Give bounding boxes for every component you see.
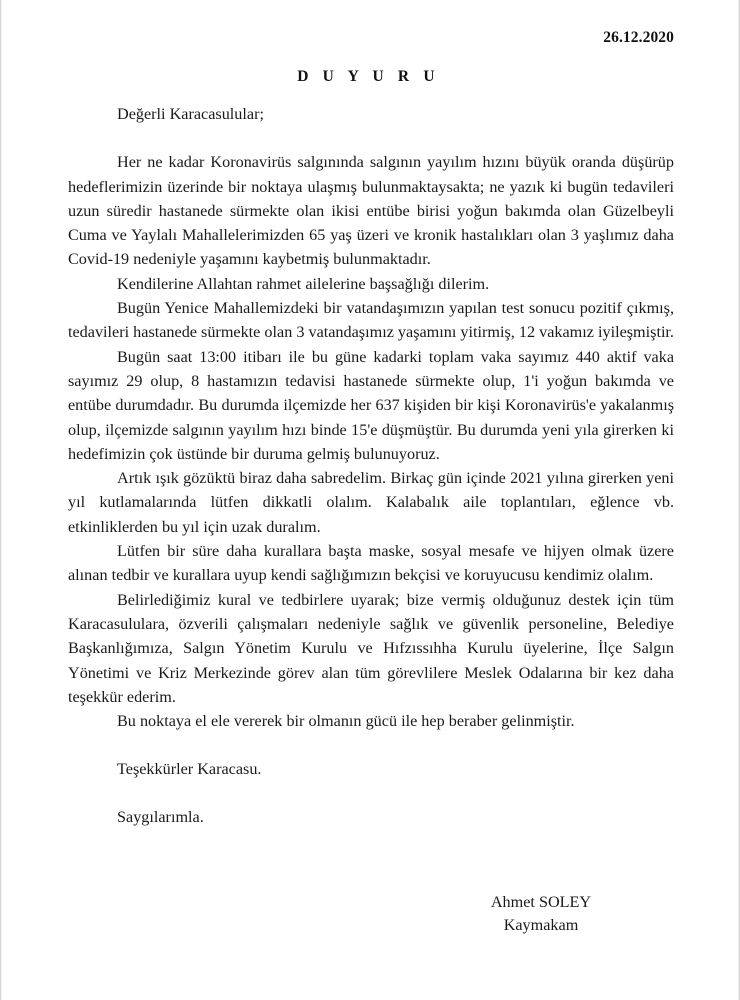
paragraph-condolences: Kendilerine Allahtan rahmet ailelerine başsağlığı dilerim.: [117, 274, 490, 293]
closing-regards: Saygılarımla.: [117, 807, 204, 826]
paragraph-daily-cases: Bugün Yenice Mahallemizdeki bir vatandaşımızın yapılan test sonucu pozitif çıkmış, tedavileri hastanede sürmekte olan 3 vatandaşımız yaşamını yitirmiş, 12 vakamız iyileşmiştir.: [68, 299, 674, 342]
paragraph-statistics: Bugün saat 13:00 itibarı ile bu güne kadarki toplam vaka sayımız 440 aktif vaka sayımız 29 olup, 8 hastamızın tedavisi hastanede sürmekte olup, 1'i yoğun bakımda ve entübe durumdadır. Bu durumda ilçemizde her 637 kişiden bir kişi Koronavirüs'e yakalanmış olup, ilçemizde salgının yayılım hızı binde 15'e düşmüştür. Bu durumda yeni yıla girerken ki hedefimizin çok üstünde bir duruma gelmiş bulunuyoruz.: [68, 347, 674, 463]
paragraph-precautions: Lütfen bir süre daha kurallara başta maske, sosyal mesafe ve hijyen olmak üzere alınan tedbir ve kurallara uyup kendi sağlığımızın bekçisi ve koruyucusu kendimiz olalım.: [68, 542, 674, 585]
document-body: [68, 102, 674, 733]
signature-title: Kaymakam: [503, 916, 579, 935]
paragraph-unity: Bu noktaya el ele vererek bir olmanın gücü ile hep beraber gelinmiştir.: [117, 712, 575, 731]
paragraph-acknowledgements: Belirlediğimiz kural ve tedbirlere uyarak; bize vermiş olduğunuz destek için tüm Karacasululara, özverili çalışmaları nedeniyle sağlık ve güvenlik personeline, Belediye Başkanlığımıza, Salgın Yönetim Kurulu ve Hıfzıssıhha Kurulu üyelerine, İlçe Salgın Yönetimi ve Kriz Merkezinde görev alan tüm görevlilere Meslek Odalarına bir kez daha teşekkür ederim.: [68, 590, 674, 706]
closing-thanks: Teşekkürler Karacasu.: [117, 760, 262, 779]
greeting-line: Değerli Karacasulular;: [117, 105, 264, 123]
page-title: D U Y U R U: [297, 68, 440, 85]
signature-block: [68, 891, 674, 937]
paragraph-deaths-report: Her ne kadar Koronavirüs salgınında salgının yayılım hızını büyük oranda düşürüp hedeflerimizin üzerinde bir noktaya ulaşmış bulunmaktaysakta; ne yazık ki bugün tedavileri uzun süredir hastanede sürmekte olan ikisi entübe birisi yoğun bakımda olan Güzelbeyli Cuma ve Yaylalı Mahallelerimizden 65 yaş üzeri ve kronik hastalıkları olan 3 yaşlımız daha Covid-19 nedeniyle yaşamını kaybetmiş bulunmaktadır.: [68, 153, 674, 269]
signature-name: Ahmet SOLEY: [490, 893, 592, 912]
document-date: 26.12.2020: [603, 29, 674, 46]
paragraph-new-year-warning: Artık ışık gözüktü biraz daha sabredelim. Birkaç gün içinde 2021 yılına girerken yeni yıl kutlamalarında lütfen dikkatli olalım. Kalabalık aile toplantıları, eğlence vb. etkinliklerden bu yıl için uzak duralım.: [68, 469, 674, 536]
closing-block: [68, 757, 674, 829]
document-sheet: [68, 0, 674, 937]
